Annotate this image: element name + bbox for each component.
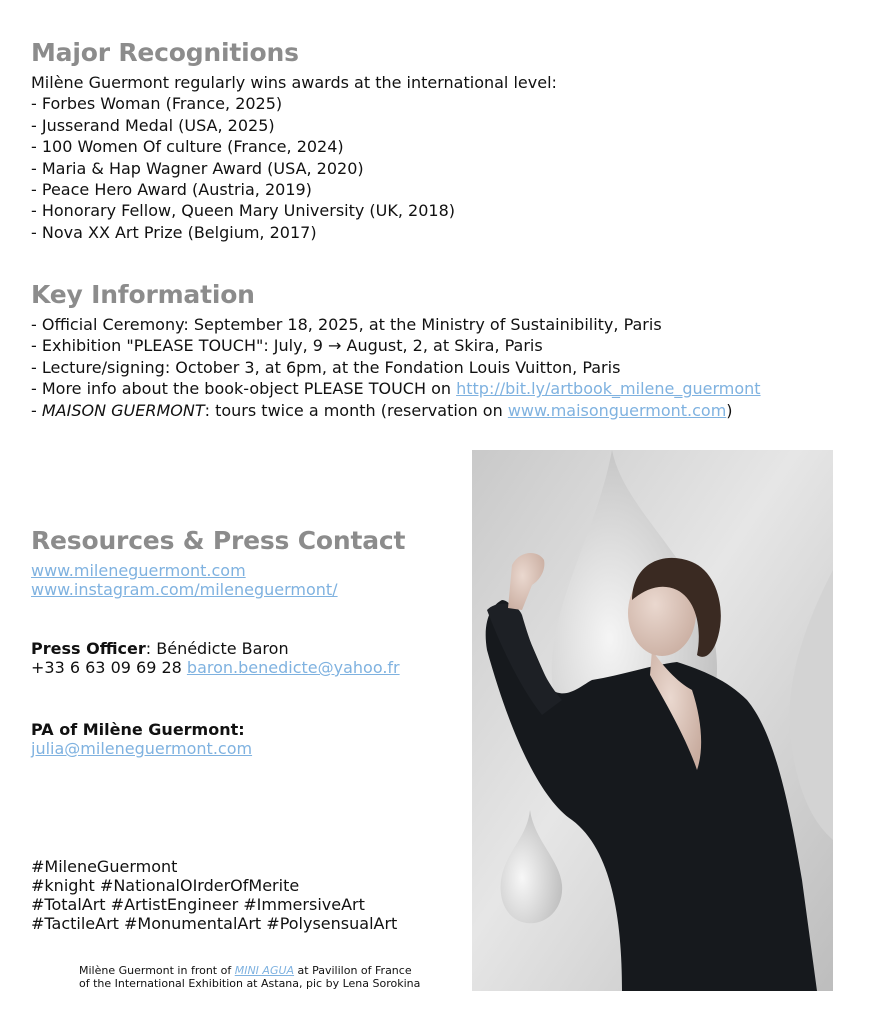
key-info-list: [31, 314, 761, 421]
list-item: - Nova XX Art Prize (Belgium, 2017): [31, 222, 317, 242]
pa-block: [31, 720, 252, 758]
key-info-line: - Official Ceremony: September 18, 2025, at the Ministry of Sustainibility, Paris: [31, 315, 662, 334]
press-phone: +33 6 63 09 69 28: [31, 658, 187, 677]
key-info-line: - Exhibition "PLEASE TOUCH": July, 9 → August, 2, at Skira, Paris: [31, 336, 543, 356]
hashtag-line: #MileneGuermont: [31, 857, 178, 876]
key-info-line: [31, 400, 761, 421]
instagram-link[interactable]: www.instagram.com/mileneguermont/: [31, 580, 338, 599]
key-info-line: - Lecture/signing: October 3, at 6pm, at the Fondation Louis Vuitton, Paris: [31, 357, 621, 377]
recognitions-title: Major Recognitions: [31, 38, 299, 67]
portrait-photo-illustration: [472, 450, 833, 991]
list-item: - Forbes Woman (France, 2025): [31, 94, 283, 114]
list-item: - Jusserand Medal (USA, 2025): [31, 115, 275, 135]
caption-text: Milène Guermont in front of: [79, 964, 235, 977]
hashtag-line: #TactileArt #MonumentalArt #PolysensualArt: [31, 914, 398, 933]
artbook-link[interactable]: http://bit.ly/artbook_milene_guermont: [456, 379, 761, 399]
portrait-photo: [472, 450, 833, 991]
caption-text: at Pavililon of France: [294, 964, 412, 977]
resources-links: [31, 561, 338, 599]
key-info-text: - More info about the book-object PLEASE TOUCH on: [31, 379, 457, 399]
photo-caption: [79, 964, 420, 990]
hashtags: [31, 857, 397, 933]
press-officer-name: : Bénédicte Baron: [145, 639, 289, 658]
pa-email-link[interactable]: julia@mileneguermont.com: [31, 739, 253, 758]
list-item: - 100 Women Of culture (France, 2024): [31, 137, 344, 157]
press-officer-block: [31, 639, 400, 677]
press-email-link[interactable]: baron.benedicte@yahoo.fr: [186, 658, 400, 677]
list-item: - Peace Hero Award (Austria, 2019): [31, 180, 312, 200]
hashtag-line: #knight #NationalOIrderOfMerite: [31, 876, 300, 895]
maison-guermont-link[interactable]: www.maisonguermont.com: [507, 400, 727, 420]
key-info-title: Key Information: [31, 280, 255, 309]
resources-title: Resources & Press Contact: [31, 526, 406, 555]
pa-label: PA of Milène Guermont:: [31, 720, 245, 739]
key-info-line: [31, 378, 761, 399]
key-info-text: ): [726, 400, 733, 420]
key-info-text: -: [31, 400, 42, 420]
press-officer-label: Press Officer: [31, 639, 146, 658]
maison-guermont-label: MAISON GUERMONT: [41, 400, 205, 420]
list-item: - Honorary Fellow, Queen Mary University (UK, 2018): [31, 201, 455, 221]
recognitions-list: [31, 72, 557, 243]
list-item: - Maria & Hap Wagner Award (USA, 2020): [31, 158, 364, 178]
caption-text: of the International Exhibition at Astana, pic by Lena Sorokina: [79, 977, 421, 990]
mini-agua-link[interactable]: MINI AGUA: [234, 964, 295, 977]
hashtag-line: #TotalArt #ArtistEngineer #ImmersiveArt: [31, 895, 365, 914]
recognitions-intro: Milène Guermont regularly wins awards at the international level:: [31, 73, 557, 92]
key-info-text: : tours twice a month (reservation on: [204, 400, 508, 420]
website-link[interactable]: www.mileneguermont.com: [31, 561, 246, 580]
